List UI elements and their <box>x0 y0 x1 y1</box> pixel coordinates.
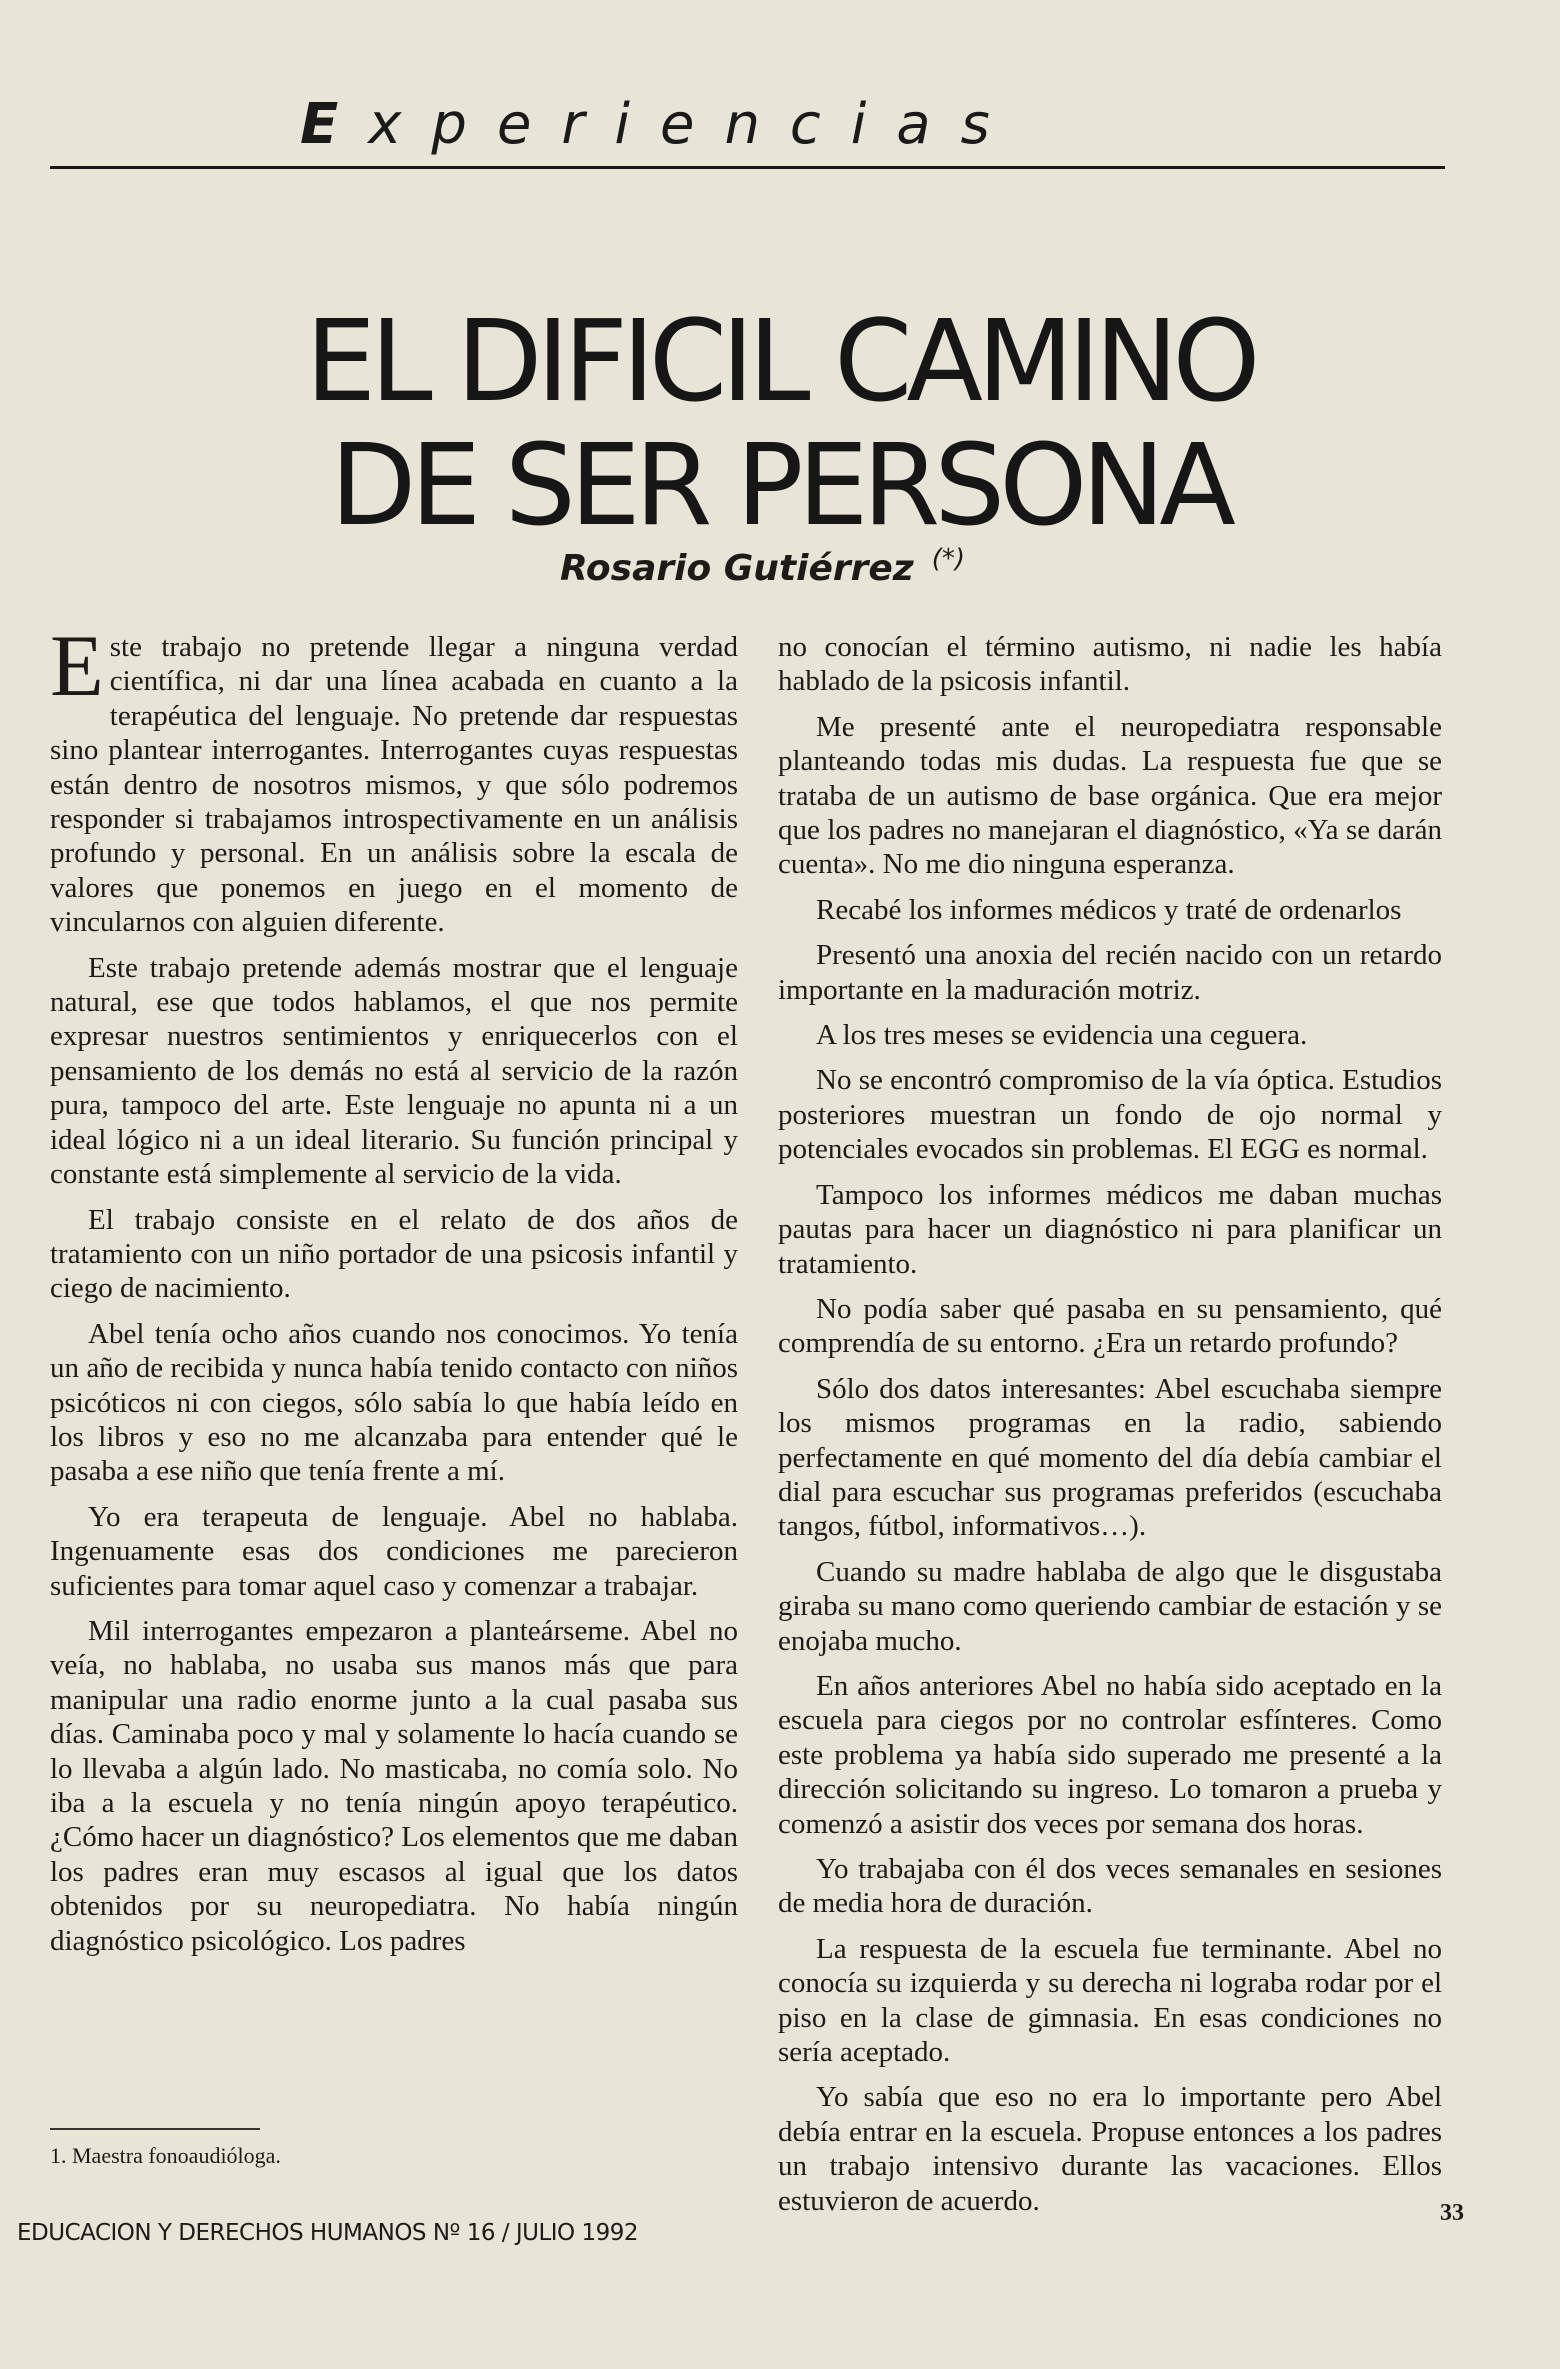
left-column <box>50 618 738 1969</box>
footnote-rule <box>50 2128 260 2130</box>
section-heading-rest: xperiencias <box>368 92 1020 157</box>
footnote: 1. Maestra fonoaudióloga. <box>50 2143 281 2168</box>
paragraph: El trabajo consiste en el relato de dos años de tratamiento con un niño portador de una psicosis infantil y ciego de nacimiento. <box>50 1203 738 1305</box>
drop-cap: E <box>50 618 104 715</box>
author-name: Rosario Gutiérrez <box>560 548 914 589</box>
paragraph: Presentó una anoxia del recién nacido con un retardo importante en la maduración motriz. <box>778 939 1442 1006</box>
paragraph: No podía saber qué pasaba en su pensamiento, qué comprendía de su entorno. ¿Era un retardo profundo? <box>778 1292 1442 1360</box>
right-column <box>778 630 1442 2229</box>
paragraph: Mil interrogantes empezaron a planteárseme. Abel no veía, no hablaba, no usaba sus manos más que para manipular una radio enorme junto a la cual pasaba sus días. Caminaba poco y mal y solamente lo hacía cuando se lo llevaba a algún lado. No masticaba, no comía solo. No iba a la escuela y no tenía ningún apoyo terapéutico. ¿Cómo hacer un diagnóstico? Los elementos que me daban los padres eran muy escasos al igual que los datos obtenidos por su neuropediatra. No había ningún diagnóstico psicológico. Los padres <box>50 1614 738 1957</box>
author-footnote-marker: (*) <box>931 544 966 574</box>
section-heading-initial: E <box>300 92 369 157</box>
paragraph: Recabé los informes médicos y traté de ordenarlos <box>816 893 1402 926</box>
paragraph: Cuando su madre hablaba de algo que le disgustaba giraba su mano como queriendo cambiar de estación y se enojaba mucho. <box>778 1555 1442 1657</box>
paragraph: Me presenté ante el neuropediatra responsable planteando todas mis dudas. La respuesta fue que se trataba de un autismo de base orgánica. Que era mejor que los padres no manejaran el diagnóstico, «Ya se darán cuenta». No me dio ninguna esperanza. <box>778 710 1442 881</box>
header-rule <box>50 166 1445 169</box>
author-byline <box>560 544 965 589</box>
paragraph: Sólo dos datos interesantes: Abel escuchaba siempre los mismos programas en la radio, sabiendo perfectamente en qué momento del día debía cambiar el dial para escuchar sus programas preferidos (escuchaba tangos, fútbol, informativos…). <box>778 1372 1442 1543</box>
paragraph: Abel tenía ocho años cuando nos conocimos. Yo tenía un año de recibida y nunca había tenido contacto con niños psicóticos ni con ciegos, sólo sabía lo que había leído en los libros y eso no me alcanzaba para entender qué le pasaba a ese niño que tenía frente a mí. <box>50 1317 738 1488</box>
paragraph: La respuesta de la escuela fue terminante. Abel no conocía su izquierda y su derecha ni lograba rodar por el piso en la clase de gimnasia. En esas condiciones no sería aceptado. <box>778 1932 1442 2069</box>
paragraph: En años anteriores Abel no había sido aceptado en la escuela para ciegos por no controlar esfínteres. Como este problema ya había sido superado me presenté a la dirección solicitando su ingreso. Lo tomaron a prueba y comenzó a asistir dos veces por semana dos horas. <box>778 1669 1442 1840</box>
paragraph: Este trabajo pretende además mostrar que el lenguaje natural, ese que todos hablamos, el que nos permite expresar nuestros sentimientos y enriquecerlos con el pensamiento de los demás no está al servicio de la razón pura, tampoco del arte. Este lenguaje no apunta ni a un ideal lógico ni a un ideal literario. Su función principal y constante está simplemente al servicio de la vida. <box>50 951 738 1191</box>
paragraph: Yo sabía que eso no era lo importante pero Abel debía entrar en la escuela. Propuse entonces a los padres un trabajo intensivo durante las vacaciones. Ellos estuvieron de acuerdo. <box>778 2081 1442 2217</box>
paragraph-text: ste trabajo no pretende llegar a ninguna verdad científica, ni dar una línea acabada en cuanto a la terapéutica del lenguaje. No pretende dar respuestas sino plantear interrogantes. Interrogantes cuyas respuestas están dentro de nosotros mismos, y que sólo podremos responder si trabajamos introspectivamente en un análisis profundo y personal. En un análisis sobre la escala de valores que ponemos en juego en el momento de vincularnos con alguien diferente. <box>50 631 738 939</box>
article-title <box>0 297 1560 551</box>
paragraph: A los tres meses se evidencia una ceguera. <box>816 1019 1308 1052</box>
title-line-2: DE SER PERSONA <box>330 421 1230 551</box>
paragraph: Yo era terapeuta de lenguaje. Abel no hablaba. Ingenuamente esas dos condiciones me parecieron suficientes para tomar aquel caso y comenzar a trabajar. <box>50 1500 738 1602</box>
paragraph: Tampoco los informes médicos me daban muchas pautas para hacer un diagnóstico ni para planificar un tratamiento. <box>778 1178 1442 1280</box>
paragraph: no conocían el término autismo, ni nadie les había hablado de la psicosis infantil. <box>778 631 1442 698</box>
paragraph: No se encontró compromiso de la vía óptica. Estudios posteriores muestran un fondo de ojo normal y potenciales evocados sin problemas. El EGG es normal. <box>778 1064 1442 1166</box>
page-number: 33 <box>1440 2200 1464 2226</box>
paragraph <box>50 618 738 940</box>
section-heading <box>300 92 1020 157</box>
paragraph: Yo trabajaba con él dos veces semanales en sesiones de media hora de duración. <box>778 1853 1442 1920</box>
journal-footer: EDUCACION Y DERECHOS HUMANOS Nº 16 / JULIO 1992 <box>17 2220 638 2246</box>
title-line-1: EL DIFICIL CAMINO <box>305 297 1255 427</box>
